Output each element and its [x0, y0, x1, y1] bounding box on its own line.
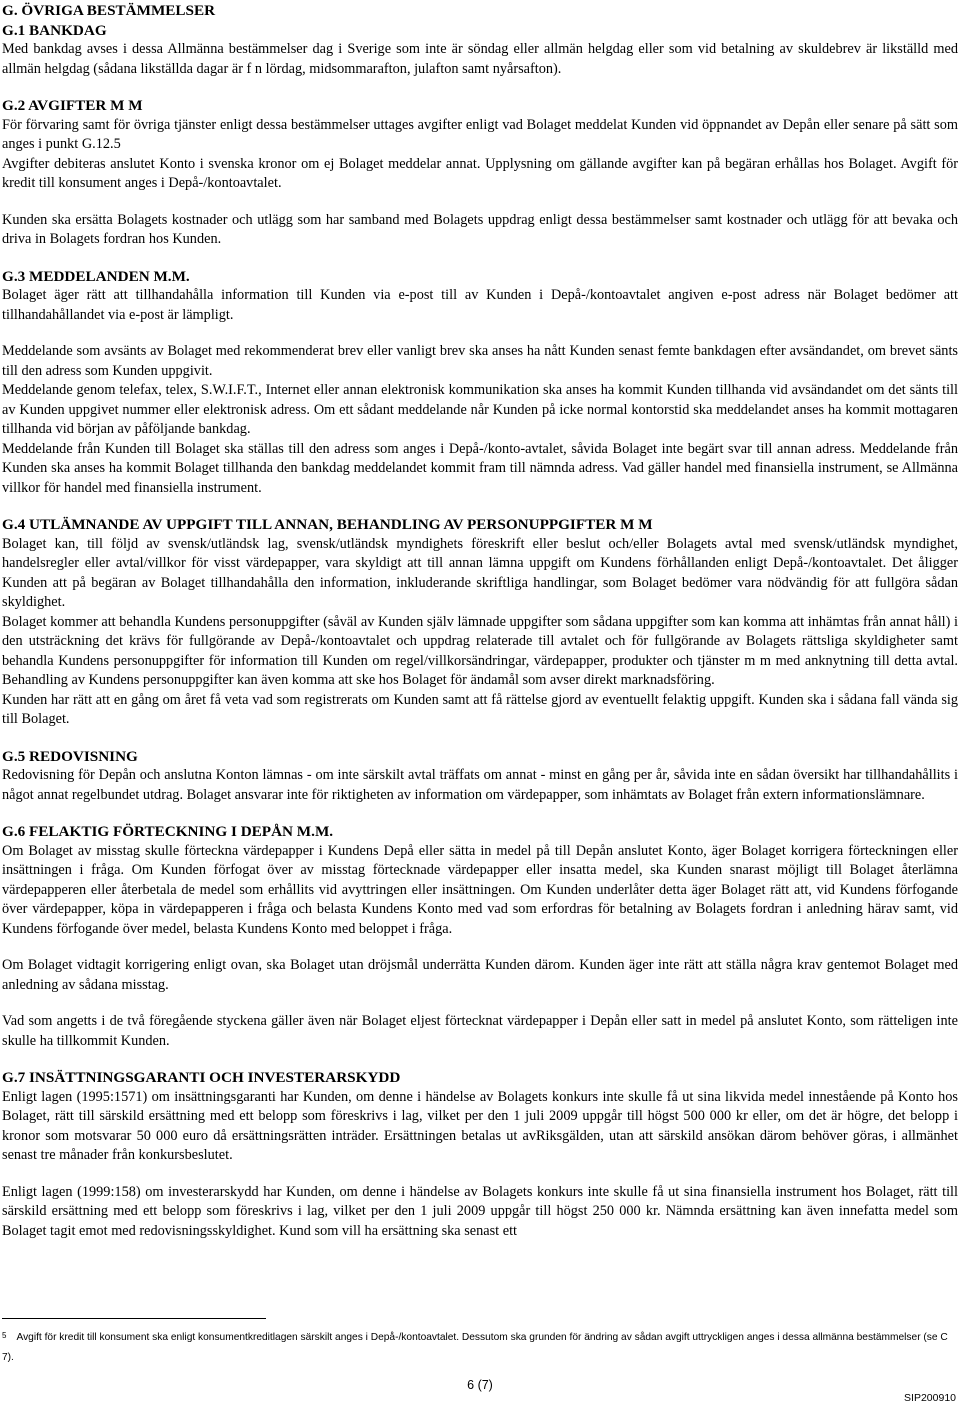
section-heading-g1: G.1 BANKDAG: [2, 21, 107, 39]
paragraph: Bolaget äger rätt att tillhandahålla information till Kunden via e-post till av Kunden i Depå-/kontoavtalet angiven e-post adress när Bolaget bedömer att tillhandahållandet via e-post är lämpligt.: [2, 287, 958, 323]
paragraph: Enligt lagen (1999:158) om investerarskydd har Kunden, om denne i händelse av Bolagets konkurs inte skulle få ut sina finansiella instrument hos Bolaget, rätt till särskild ersättning med ett belopp som föreskrivs i lag, vilket per den 1 juli 2009 uppgår till högst 250 000 kr. Nämnda ersättning kan även innefatta medel som Bolaget tagit emot med redovisningsskyldighet. Kund som vill ha ersättning ska senast ett: [2, 1183, 958, 1239]
paragraph: Bolaget kan, till följd av svensk/utländsk lag, svensk/utländsk myndighets föreskrift eller beslut och/eller Bolagets avtal med svensk/utländsk myndighet, handelsregler eller avtal/villkor för visst värdepapper, vara skyldigt att till annan lämna uppgift om Kundens förhållanden enligt Depå-/kontoavtalet. Det åligger Kunden att på begäran av Bolaget tillhandahålla den information, inkluderande skriftliga handlingar, som Bolaget bedömer vara nödvändig för att fullgöra sådan skyldighet.: [2, 535, 958, 610]
footnote-divider: [2, 1318, 266, 1319]
document-id: SIP200910: [904, 1392, 956, 1404]
section-heading-g4: G.4 UTLÄMNANDE AV UPPGIFT TILL ANNAN, BEHANDLING AV PERSONUPPGIFTER M M: [2, 516, 653, 533]
section-heading-g3: G.3 MEDDELANDEN M.M.: [2, 267, 190, 285]
paragraph: Kunden ska ersätta Bolagets kostnader och utlägg som har samband med Bolagets uppdrag enligt dessa bestämmelser samt kostnader och utlägg för att bevaka och driva in Bolagets fordran hos Kunden.: [2, 211, 958, 247]
paragraph: Meddelande genom telefax, telex, S.W.I.F.T., Internet eller annan elektronisk kommunikation ska anses ha kommit Kunden tillhanda vid avsändandet om det sänts till av Kunden uppgivet nummer eller elektronisk adress. Om ett sådant meddelande når Kunden på icke normal kontorstid ska meddelandet anses ha kommit mottagaren tillhanda vid början av påföljande bankdag.: [2, 382, 958, 437]
paragraph: Bolaget kommer att behandla Kundens personuppgifter (såväl av Kunden själv lämnade uppgifter som sådana uppgifter som kan komma att inhämtas från annat håll) i den utsträckning det krävs för fullgörande av Depå-/kontoavtalet och uppdrag relaterade till avtalet och för fullgörande av Bolagets rättsliga skyldigheter samt behandla Kundens personuppgifter för information till Kunden om regel/villkorsändringar, värdepapper, produkter och tjänster m m med anknytning till detta avtal. Behandling av Kundens personuppgifter kan även komma att ske hos Bolaget för ändamål som avser direkt marknadsföring.: [2, 613, 958, 688]
footnote: [2, 1328, 958, 1368]
page-number: 6 (7): [467, 1378, 493, 1392]
paragraph: Med bankdag avses i dessa Allmänna bestämmelser dag i Sverige som inte är söndag eller allmän helgdag eller som vid betalning av skuldebrev är likställd med allmän helgdag (sådana likställda dagar är f n lördag, midsommarafton, julafton samt nyårsafton).: [2, 41, 958, 77]
footnote-text: Avgift för kredit till konsument ska enligt konsumentkreditlagen särskilt anges i Depå-/kontoavtalet. Dessutom ska grunden för ändring av sådan avgift uttryckligen anges i dessa allmänna bestämmelser (se C 7).: [2, 1332, 948, 1363]
paragraph: Om Bolaget vidtagit korrigering enligt ovan, ska Bolaget utan dröjsmål underrätta Kunden därom. Kunden äger inte rätt att ställa några krav gentemot Bolaget med anledning av sådana misstag.: [2, 957, 958, 993]
section-heading-g5: G.5 REDOVISNING: [2, 747, 138, 765]
paragraph: Vad som angetts i de två föregående styckena gäller även när Bolaget eljest förtecknat värdepapper i Depån eller satt in medel på anslutet Konto, som rätteligen inte skulle ha tillkommit Kunden.: [2, 1013, 958, 1049]
section-heading-g2: G.2 AVGIFTER M M: [2, 97, 143, 114]
paragraph: Meddelande som avsänts av Bolaget med rekommenderat brev eller vanligt brev ska anses ha nått Kunden senast femte bankdagen efter avsändandet, om brevet sänts till den adress som Kunden uppgivit.: [2, 343, 958, 379]
paragraph: Avgifter debiteras anslutet Konto i svenska kronor om ej Bolaget meddelar annat. Upplysning om gällande avgifter kan på begäran erhållas hos Bolaget. Avgift för kredit till konsument anges i Depå-/kontoavtalet.: [2, 155, 958, 191]
paragraph: Kunden har rätt att en gång om året få veta vad som registrerats om Kunden samt att få rättelse gjord av eventuellt felaktig uppgift. Kunden ska i sådana fall vända sig till Bolaget.: [2, 691, 958, 727]
footnote-marker: 5: [2, 1331, 7, 1340]
document-body: [2, 1, 958, 1241]
section-heading-g7: G.7 INSÄTTNINGSGARANTI OCH INVESTERARSKYDD: [2, 1069, 401, 1086]
section-heading-g6: G.6 FELAKTIG FÖRTECKNING I DEPÅN M.M.: [2, 823, 334, 840]
paragraph: Redovisning för Depån och anslutna Konton lämnas - om inte särskilt avtal träffats om annat - minst en gång per år, såvida inte en sådan översikt har tillhandahållits i något annat regelbundet utdrag. Bolaget ansvarar inte för riktigheten av information om värdepapper, som inhämtats av Bolaget från extern informationslämnare.: [2, 767, 958, 803]
paragraph: Meddelande från Kunden till Bolaget ska ställas till den adress som anges i Depå-/konto-avtalet, såvida Bolaget inte begärt svar till annan adress. Meddelande från Kunden ska anses ha kommit Bolaget tillhanda den bankdag meddelandet kommit fram till nämnda adress. Vad gäller handel med finansiella instrument, se Allmänna villkor för handel med finansiella instrument.: [2, 440, 958, 496]
paragraph: Om Bolaget av misstag skulle förteckna värdepapper i Kundens Depå eller sätta in medel på till Depån anslutet Konto, äger Bolaget korrigera förteckningen eller insättningen i fråga. Om Kunden förfogat över av misstag förtecknade värdepapper eller insatta medel, ska Kunden snarast möjligt till Bolaget återlämna värdepapperen eller återbetala de medel som erhållits vid avyttringen eller insättningen. Om Kunden underlåter detta äger Bolaget rätt att, vid Kundens förfogande över värdepapper, köpa in värdepapperen i fråga och belasta Kundens Konto med vad som erfordras för betalning av Bolagets fordran i anledning härav samt, vid Kundens förfogande över medel, belasta Kundens Konto med beloppet i fråga.: [2, 842, 958, 937]
paragraph: Enligt lagen (1995:1571) om insättningsgaranti har Kunden, om denne i händelse av Bolagets konkurs inte skulle få ut sina likvida medel innestående på Konto hos Bolaget, rätt till särskild ersättning med ett belopp som föreskrivs i lag, vilket per den 1 juli 2009 uppgår till högst 500 000 kr eller, om det är högre, det belopp i kronor som motsvarar 50 000 euro då ersättningsrätten inträder. Ersättningen betalas ut avRiksgälden, utan att särskild ansökan därom behöver göras, i allmänhet senast tre månader från konkursbeslutet.: [2, 1088, 958, 1163]
paragraph: För förvaring samt för övriga tjänster enligt dessa bestämmelser uttages avgifter enligt vad Bolaget meddelat Kunden vid öppnandet av Depån eller senare på sätt som anges i punkt G.12.5: [2, 116, 958, 152]
section-heading-g: G. ÖVRIGA BESTÄMMELSER: [2, 2, 216, 19]
